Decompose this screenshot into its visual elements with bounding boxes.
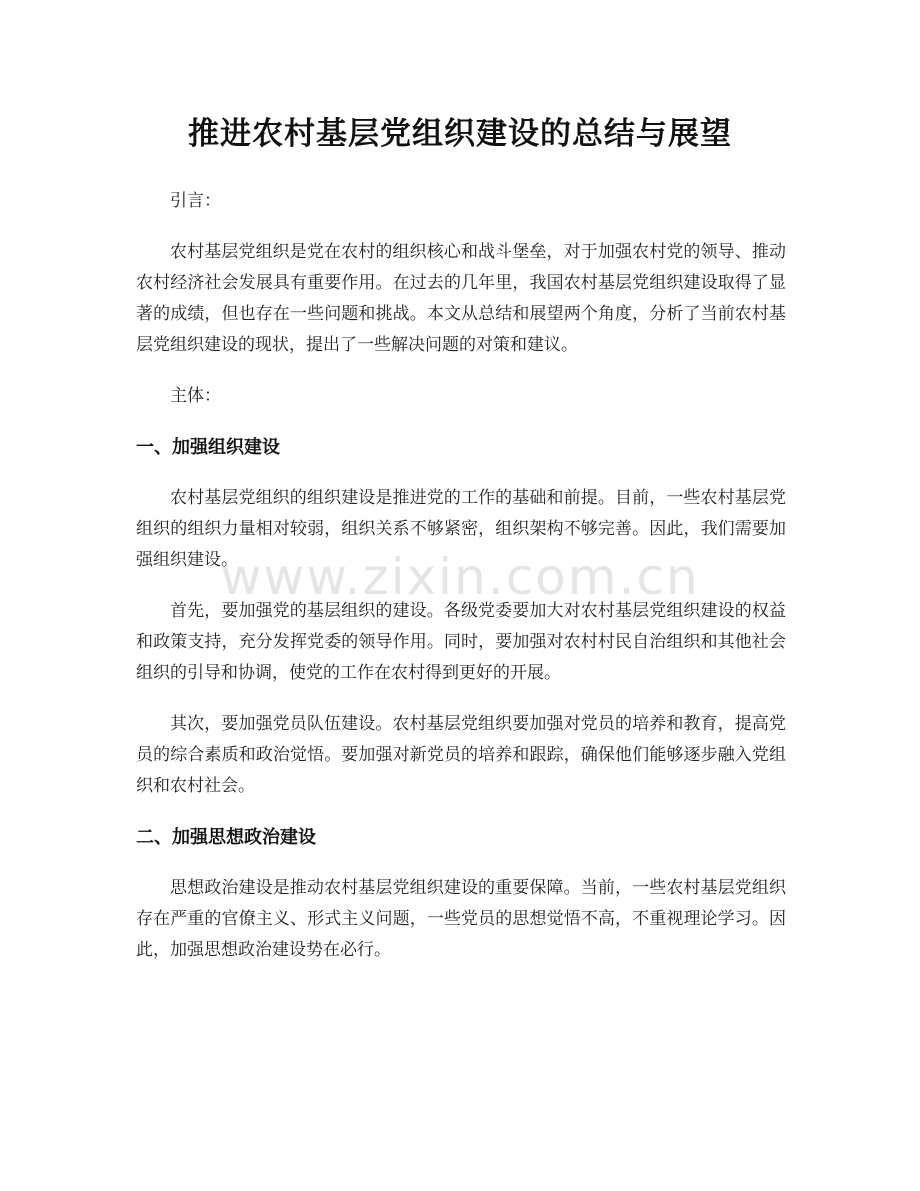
section1-paragraph-3: 其次，要加强党员队伍建设。农村基层党组织要加强对党员的培养和教育，提高党员的综合素质和政治觉悟。要加强对新党员的培养和跟踪，确保他们能够逐步融入党组织和农村社会。: [136, 714, 786, 796]
intro-label: 引言：: [170, 191, 221, 211]
section1-paragraph-1: 农村基层党组织的组织建设是推进党的工作的基础和前提。目前，一些农村基层党组织的组织力量相对较弱，组织关系不够紧密，组织架构不够完善。因此，我们需要加强组织建设。: [136, 488, 786, 570]
document-title: 推进农村基层党组织建设的总结与展望: [188, 116, 732, 152]
section1-paragraph-2: 首先，要加强党的基层组织的建设。各级党委要加大对农村基层党组织建设的权益和政策支持，充分发挥党委的领导作用。同时，要加强对农村村民自治组织和其他社会组织的引导和协调，使党的工作在农村得到更好的开展。: [136, 601, 786, 683]
section-heading-1: 一、加强组织建设: [136, 437, 280, 458]
watermark: www.zixin.com.cn: [220, 548, 700, 606]
section2-paragraph-1: 思想政治建设是推动农村基层党组织建设的重要保障。当前，一些农村基层党组织存在严重的官僚主义、形式主义问题，一些党员的思想觉悟不高，不重视理论学习。因此，加强思想政治建设势在必行。: [136, 878, 786, 960]
intro-paragraph: 农村基层党组织是党在农村的组织核心和战斗堡垒，对于加强农村党的领导、推动农村经济社会发展具有重要作用。在过去的几年里，我国农村基层党组织建设取得了显著的成绩，但也存在一些问题和挑战。本文从总结和展望两个角度，分析了当前农村基层党组织建设的现状，提出了一些解决问题的对策和建议。: [136, 242, 786, 355]
body-label: 主体：: [170, 386, 221, 406]
document-body: [136, 186, 786, 966]
section-heading-2: 二、加强思想政治建设: [136, 827, 316, 848]
